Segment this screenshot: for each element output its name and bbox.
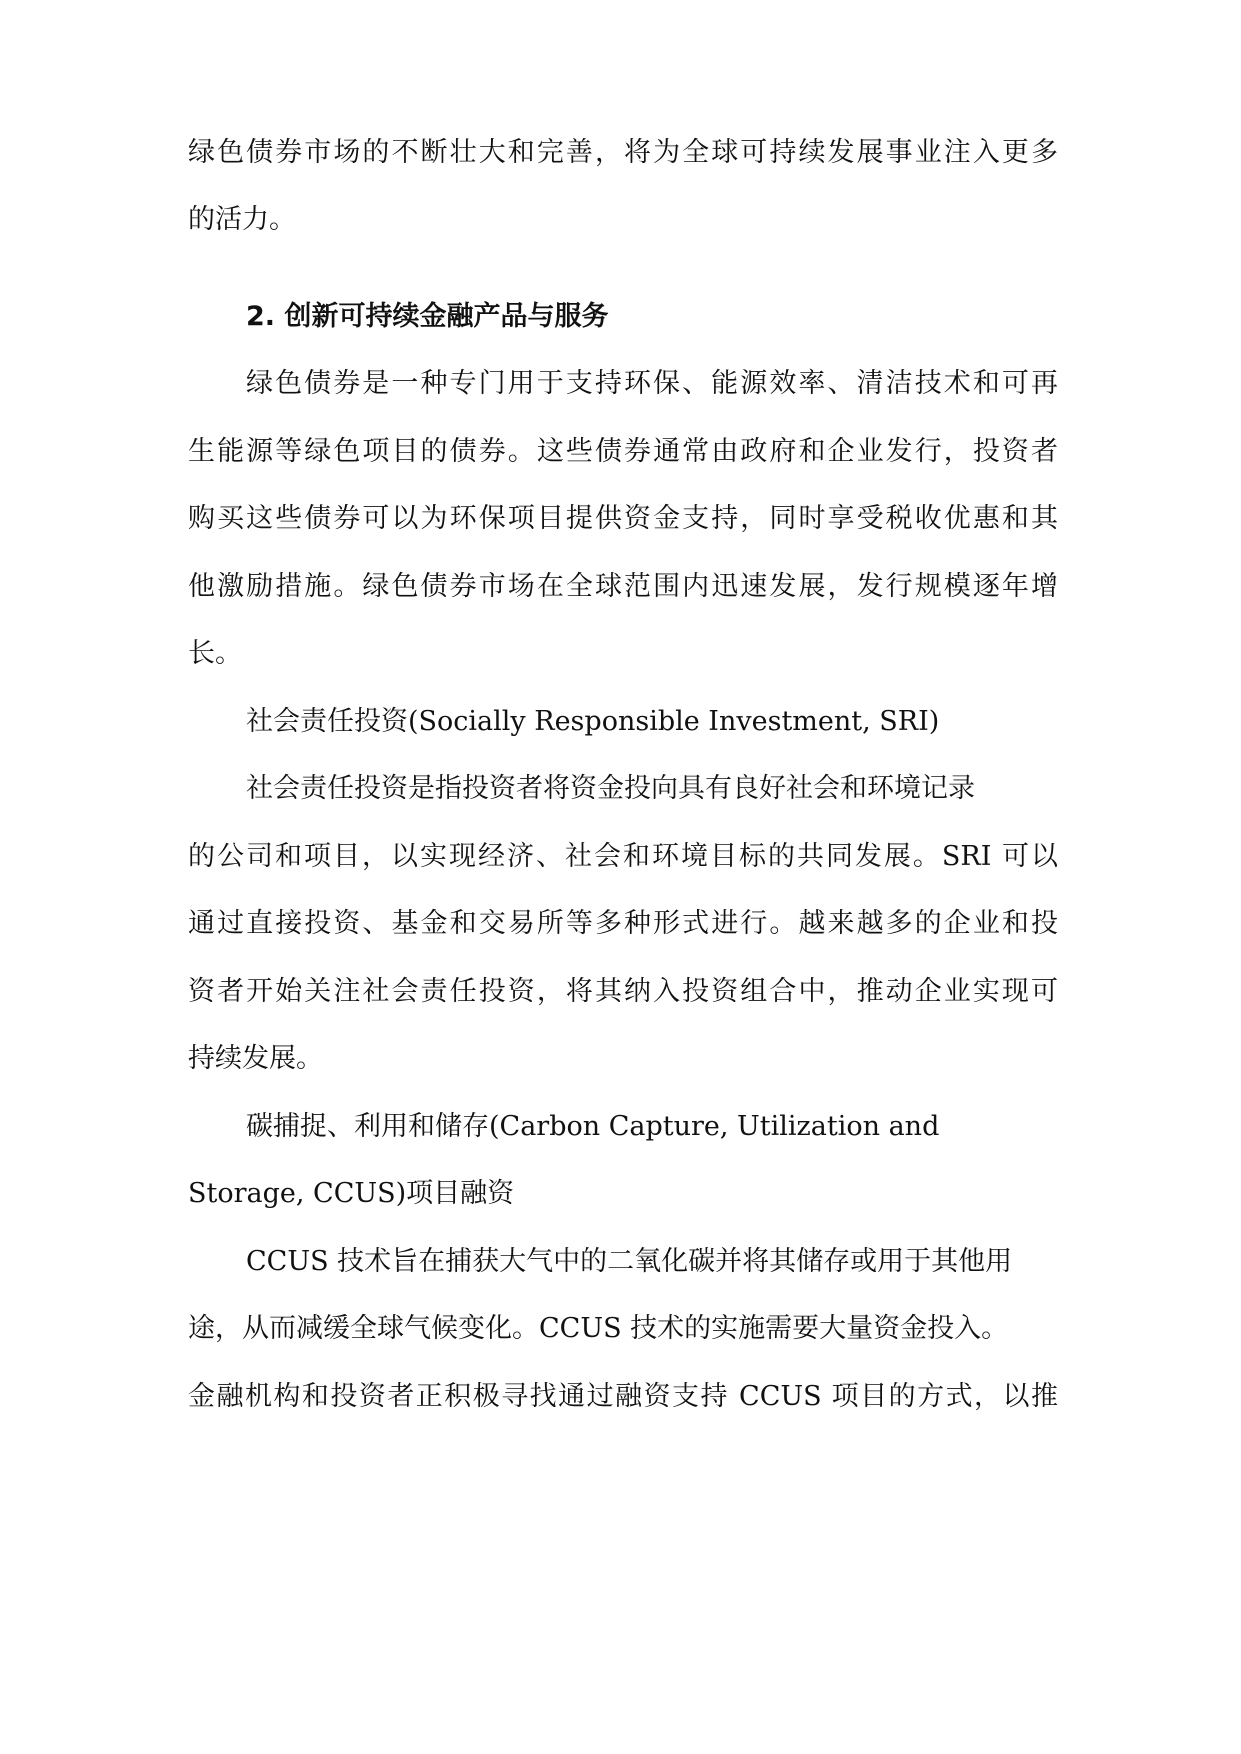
- ccus-subtitle-line-2: Storage, CCUS)项目融资: [188, 1178, 515, 1209]
- green-bonds-line-4: 他激励措施。绿色债券市场在全球范围内迅速发展，发行规模逐年增: [188, 571, 1058, 602]
- sri-line-5: 持续发展。: [188, 1043, 323, 1074]
- intro-line-1: 绿色债券市场的不断壮大和完善，将为全球可持续发展事业注入更多: [188, 137, 1058, 168]
- sri-line-3: 通过直接投资、基金和交易所等多种形式进行。越来越多的企业和投: [188, 908, 1058, 939]
- sri-subtitle: 社会责任投资(Socially Responsible Investment, SRI): [246, 706, 940, 737]
- section-heading: 2. 创新可持续金融产品与服务: [246, 301, 609, 332]
- green-bonds-line-2: 生能源等绿色项目的债券。这些债券通常由政府和企业发行，投资者: [188, 436, 1058, 467]
- ccus-line-2: 途，从而减缓全球气候变化。CCUS 技术的实施需要大量资金投入。: [188, 1313, 1009, 1344]
- sri-line-1: 社会责任投资是指投资者将资金投向具有良好社会和环境记录: [246, 773, 975, 804]
- green-bonds-line-5: 长。: [188, 638, 242, 669]
- ccus-line-1: CCUS 技术旨在捕获大气中的二氧化碳并将其储存或用于其他用: [246, 1246, 1013, 1277]
- intro-line-2: 的活力。: [188, 204, 296, 235]
- green-bonds-line-1: 绿色债券是一种专门用于支持环保、能源效率、清洁技术和可再: [246, 368, 1058, 399]
- sri-line-4: 资者开始关注社会责任投资，将其纳入投资组合中，推动企业实现可: [188, 976, 1058, 1007]
- sri-line-2: 的公司和项目，以实现经济、社会和环境目标的共同发展。SRI 可以: [188, 841, 1058, 872]
- green-bonds-line-3: 购买这些债券可以为环保项目提供资金支持，同时享受税收优惠和其: [188, 503, 1058, 534]
- ccus-subtitle-line-1: 碳捕捉、利用和储存(Carbon Capture, Utilization and: [246, 1111, 940, 1142]
- ccus-line-3: 金融机构和投资者正积极寻找通过融资支持 CCUS 项目的方式，以推: [188, 1381, 1058, 1412]
